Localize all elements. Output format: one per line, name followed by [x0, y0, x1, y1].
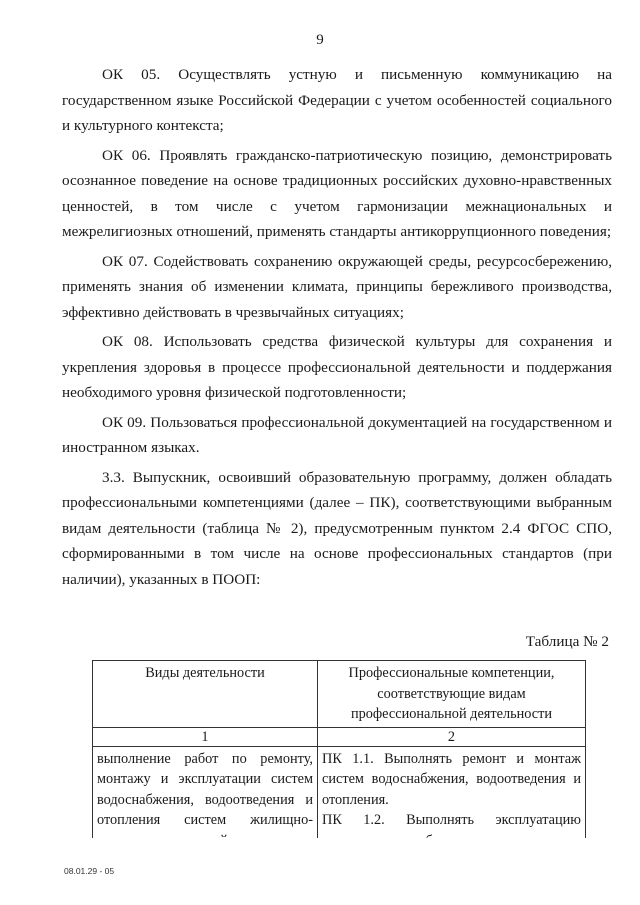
competency-pk-1-1: ПК 1.1. Выполнять ремонт и монтаж систем водоснабжения, водоотведения и отопления. [322, 750, 581, 808]
page-bottom-margin [92, 838, 586, 858]
competencies-table [92, 660, 586, 854]
activity-cell: выполнение работ по ремонту, монтажу и эксплуатации систем водоснабжения, водоотведения и отопления систем жилищно- [93, 746, 318, 854]
competency-pk-1-2: ПК 1.2. Выполнять эксплуатацию [322, 812, 581, 828]
document-body [62, 62, 612, 592]
paragraph-ok-05: ОК 05. Осуществлять устную и письменную коммуникацию на государственном языке Российской Федерации с учетом особенностей социального и культурного контекста; [62, 66, 612, 134]
header-activities: Виды деятельности [93, 661, 318, 728]
column-number-2: 2 [318, 727, 586, 746]
column-number-1: 1 [93, 727, 318, 746]
table-number-row [93, 727, 586, 746]
page-number: 9 [316, 32, 324, 48]
table-header-row [93, 661, 586, 728]
paragraph-ok-06: ОК 06. Проявлять гражданско-патриотическую позицию, демонстрировать осознанное поведение на основе традиционных российских духовно-нравственных ценностей, в том числе с учетом гармонизации межнациональных и межрелигиозных отношений, применять стандарты антикоррупционного поведения; [62, 146, 612, 240]
table-caption: Таблица № 2 [525, 633, 609, 650]
paragraph-3-3: 3.3. Выпускник, освоивший образовательную программу, должен обладать профессиональными компетенциями (далее – ПК), соответствующими выбранным видам деятельности (таблица № 2), предусмотренным пунктом 2.4 ФГОС СПО, сформированными в том числе на основе профессиональных стандартов (при наличии), указанных в ПООП: [62, 468, 612, 588]
document-code: 08.01.29 - 05 [64, 866, 115, 876]
paragraph-ok-08: ОК 08. Использовать средства физической культуры для сохранения и укрепления здоровья в процессе профессиональной деятельности и поддержания необходимого уровня физической подготовленности; [62, 333, 612, 401]
paragraph-ok-07: ОК 07. Содействовать сохранению окружающей среды, ресурсосбережению, применять знания об изменении климата, принципы бережливого производства, эффективно действовать в чрезвычайных ситуациях; [62, 252, 612, 321]
paragraph-ok-09: ОК 09. Пользоваться профессиональной документацией на государственном и иностранном языках. [62, 413, 612, 456]
header-competencies: Профессиональные компетенции, соответствующие видам профессиональной деятельности [318, 661, 586, 728]
